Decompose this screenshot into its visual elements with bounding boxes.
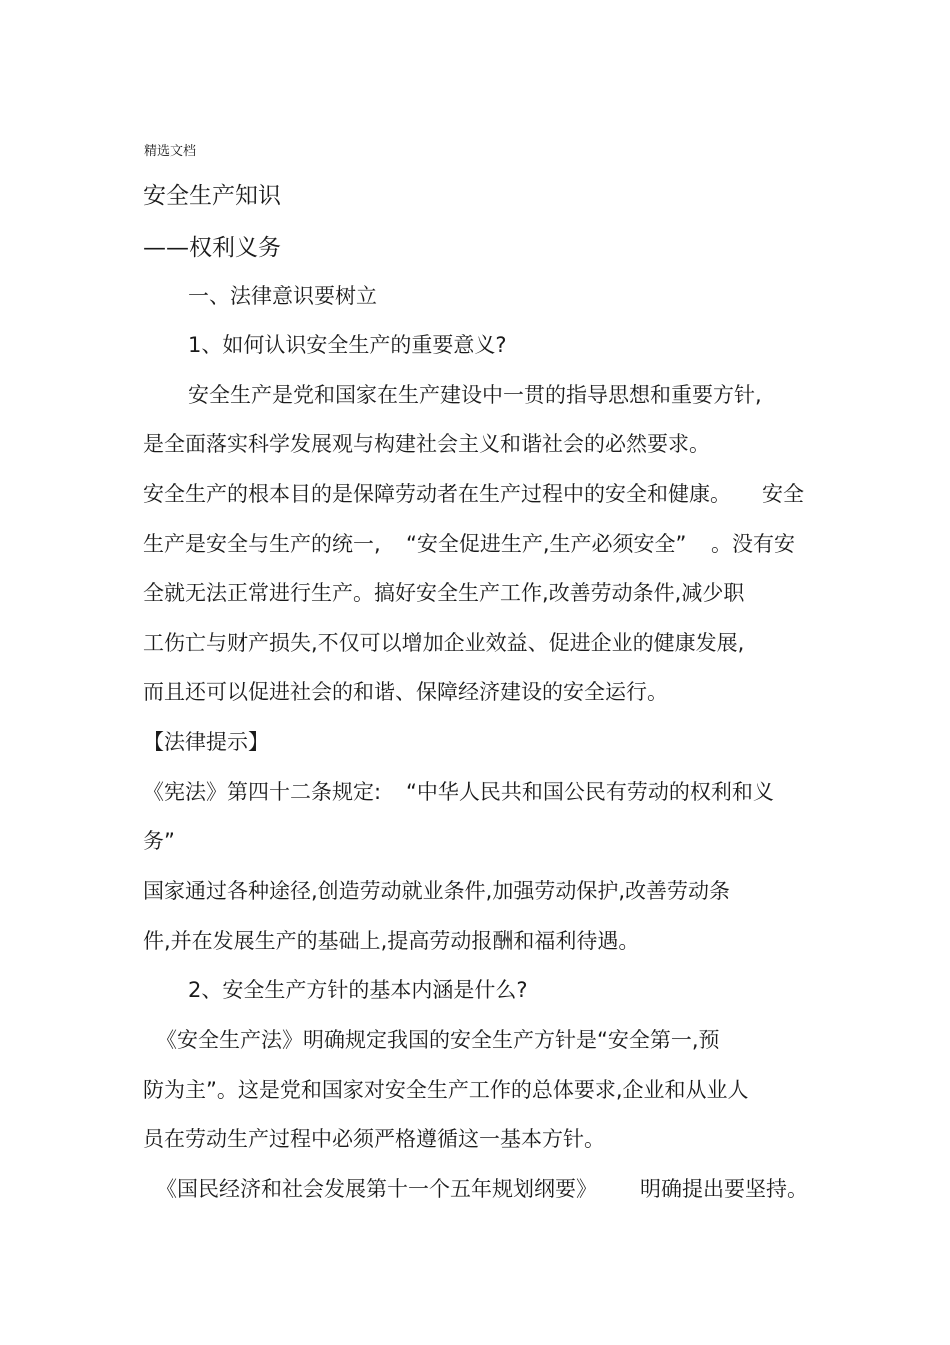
paragraph-line: 生产是安全与生产的统一, — [143, 532, 381, 556]
paragraph-line: 防为主”。这是党和国家对安全生产工作的总体要求,企业和从业人 — [143, 1078, 749, 1102]
paragraph-line: 是全面落实科学发展观与构建社会主义和谐社会的必然要求。 — [143, 432, 710, 456]
citation-line: 《宪法》第四十二条规定: — [143, 780, 382, 804]
paragraph-line: 安全生产的根本目的是保障劳动者在生产过程中的安全和健康。 — [143, 482, 731, 506]
paragraph-line-fragment: 。没有安 — [711, 532, 795, 556]
question-heading: 1、如何认识安全生产的重要意义? — [188, 333, 507, 357]
document-subtitle: ——权利义务 — [143, 235, 281, 261]
paragraph-line: 件,并在发展生产的基础上,提高劳动报酬和福利待遇。 — [143, 929, 640, 953]
paragraph-line: 员在劳动生产过程中必须严格遵循这一基本方针。 — [143, 1127, 605, 1151]
paragraph-line: 而且还可以促进社会的和谐、保障经济建设的安全运行。 — [143, 680, 668, 704]
paragraph-line-fragment: 安全 — [762, 482, 804, 506]
citation-line-fragment: “中华人民共和国公民有劳动的权利和义 — [406, 780, 774, 804]
paragraph-line: 《国民经济和社会发展第十一个五年规划纲要》 — [156, 1177, 597, 1201]
paragraph-line: 全就无法正常进行生产。搞好安全生产工作,改善劳动条件,减少职 — [143, 581, 745, 605]
question-heading: 2、安全生产方针的基本内涵是什么? — [188, 978, 528, 1002]
paragraph-line: 《安全生产法》明确规定我国的安全生产方针是“安全第一,预 — [156, 1028, 720, 1052]
document-title: 安全生产知识 — [143, 183, 281, 209]
paragraph-line: 国家通过各种途径,创造劳动就业条件,加强劳动保护,改善劳动条 — [143, 879, 731, 903]
section-heading: 一、法律意识要树立 — [188, 284, 377, 308]
paragraph-line: 工伤亡与财产损失,不仅可以增加企业效益、促进企业的健康发展, — [143, 631, 745, 655]
citation-line: 务” — [143, 829, 175, 853]
paragraph-line-fragment: 明确提出要坚持。 — [640, 1177, 808, 1201]
paragraph-line: 安全生产是党和国家在生产建设中一贯的指导思想和重要方针, — [188, 383, 762, 407]
paragraph-line-fragment: “安全促进生产,生产必须安全” — [406, 532, 687, 556]
page-header: 精选文档 — [144, 144, 197, 159]
legal-tip-heading: 【法律提示】 — [143, 730, 269, 754]
